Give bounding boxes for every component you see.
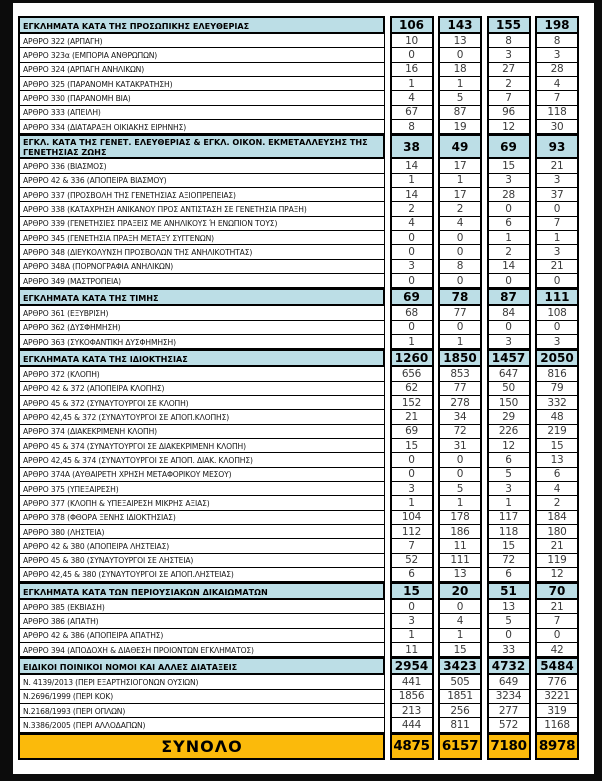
cell-value: 7: [390, 539, 434, 553]
cell-value: 2: [438, 202, 482, 216]
row-label: ΑΡΘΡΟ 338 (ΚΑΤΑΧΡΗΣΗ ΑΝΙΚΑΝΟΥ ΠΡΟΣ ΑΝΤΙΣΤΑΣΗ ΣΕ ΓΕΝΕΤΗΣΙΑ ΠΡΑΞΗ): [18, 202, 385, 216]
cell-value: 184: [535, 511, 579, 525]
row-label: ΑΡΘΡΟ 45 & 372 (ΣΥΝΑΥΤΟΥΡΓΟΙ ΣΕ ΚΛΟΠΗ): [18, 396, 385, 410]
table-item-row: [18, 106, 579, 120]
cell-value: 77: [438, 382, 482, 396]
cell-value: 4875: [390, 733, 434, 760]
table-item-row: [18, 77, 579, 91]
cell-value: 51: [487, 582, 531, 600]
cell-value: 6: [487, 217, 531, 231]
cell-value: 6: [390, 568, 434, 582]
cell-value: 15: [487, 539, 531, 553]
row-label: ΑΡΘΡΟ 42 & 380 (ΑΠΟΠΕΙΡΑ ΛΗΣΤΕΙΑΣ): [18, 539, 385, 553]
cell-value: 17: [438, 188, 482, 202]
cell-value: 69: [487, 134, 531, 159]
cell-value: 198: [535, 16, 579, 34]
row-label: ΑΡΘΡΟ 330 (ΠΑΡΑΝΟΜΗ ΒΙΑ): [18, 91, 385, 105]
cell-value: 1: [487, 496, 531, 510]
cell-value: 213: [390, 704, 434, 718]
cell-value: 3: [535, 245, 579, 259]
cell-value: 150: [487, 396, 531, 410]
cell-value: 0: [438, 321, 482, 335]
table-section-row: [18, 349, 579, 367]
cell-value: 649: [487, 675, 531, 689]
cell-value: 12: [487, 120, 531, 134]
row-label: ΑΡΘΡΟ 363 (ΣΥΚΟΦΑΝΤΙΚΗ ΔΥΣΦΗΜΗΣΗ): [18, 335, 385, 349]
table-item-row: [18, 554, 579, 568]
table-item-row: [18, 410, 579, 424]
cell-value: 72: [438, 425, 482, 439]
cell-value: 6: [487, 568, 531, 582]
row-label: ΑΡΘΡΟ 323α (ΕΜΠΟΡΙΑ ΑΝΘΡΩΠΩΝ): [18, 48, 385, 62]
table-item-row: [18, 629, 579, 643]
cell-value: 70: [535, 582, 579, 600]
cell-value: 226: [487, 425, 531, 439]
table-item-row: [18, 539, 579, 553]
cell-value: 1: [487, 231, 531, 245]
row-label: ΣΥΝΟΛΟ: [18, 733, 385, 760]
cell-value: 7: [535, 91, 579, 105]
cell-value: 28: [487, 188, 531, 202]
row-label: ΑΡΘΡΟ 322 (ΑΡΠΑΓΗ): [18, 34, 385, 48]
cell-value: 8: [390, 120, 434, 134]
cell-value: 69: [390, 425, 434, 439]
cell-value: 104: [390, 511, 434, 525]
cell-value: 3: [390, 482, 434, 496]
cell-value: 87: [487, 288, 531, 306]
cell-value: 1: [535, 231, 579, 245]
cell-value: 79: [535, 382, 579, 396]
cell-value: 69: [390, 288, 434, 306]
scan-frame-left: [0, 0, 13, 781]
table-item-row: [18, 321, 579, 335]
cell-value: 152: [390, 396, 434, 410]
table-item-row: [18, 91, 579, 105]
cell-value: 14: [390, 188, 434, 202]
table-total-row: [18, 733, 579, 760]
cell-value: 3221: [535, 690, 579, 704]
row-label: ΑΡΘΡΟ 339 (ΓΕΝΕΤΗΣΙΕΣ ΠΡΑΞΕΙΣ ΜΕ ΑΝΗΛΙΚΟΥΣ Ή ΕΝΩΠΙΟΝ ΤΟΥΣ): [18, 217, 385, 231]
table-item-row: [18, 217, 579, 231]
table-item-row: [18, 525, 579, 539]
cell-value: 256: [438, 704, 482, 718]
table-item-row: [18, 643, 579, 657]
cell-value: 0: [390, 321, 434, 335]
cell-value: 21: [535, 600, 579, 614]
cell-value: 444: [390, 718, 434, 732]
cell-value: 87: [438, 106, 482, 120]
row-label: ΑΡΘΡΟ 361 (ΕΞΥΒΡΙΣΗ): [18, 306, 385, 320]
row-label: ΑΡΘΡΟ 375 (ΥΠΕΞΑΙΡΕΣΗ): [18, 482, 385, 496]
cell-value: 77: [438, 306, 482, 320]
cell-value: 30: [535, 120, 579, 134]
row-label: ΑΡΘΡΟ 394 (ΑΠΟΔΟΧΗ & ΔΙΑΘΕΣΗ ΠΡΟΙΟΝΤΩΝ ΕΓΚΛΗΜΑΤΟΣ): [18, 643, 385, 657]
cell-value: 572: [487, 718, 531, 732]
cell-value: 42: [535, 643, 579, 657]
cell-value: 2: [487, 77, 531, 91]
cell-value: 15: [438, 643, 482, 657]
table-item-row: [18, 690, 579, 704]
cell-value: 319: [535, 704, 579, 718]
cell-value: 1168: [535, 718, 579, 732]
table-item-row: [18, 704, 579, 718]
cell-value: 441: [390, 675, 434, 689]
cell-value: 0: [390, 453, 434, 467]
cell-value: 67: [390, 106, 434, 120]
cell-value: 13: [438, 568, 482, 582]
cell-value: 21: [535, 539, 579, 553]
cell-value: 219: [535, 425, 579, 439]
cell-value: 84: [487, 306, 531, 320]
cell-value: 4: [535, 77, 579, 91]
cell-value: 13: [487, 600, 531, 614]
cell-value: 155: [487, 16, 531, 34]
cell-value: 186: [438, 525, 482, 539]
cell-value: 1850: [438, 349, 482, 367]
cell-value: 117: [487, 511, 531, 525]
row-label: ΑΡΘΡΟ 324 (ΑΡΠΑΓΗ ΑΝΗΛΙΚΩΝ): [18, 63, 385, 77]
cell-value: 20: [438, 582, 482, 600]
cell-value: 2954: [390, 657, 434, 675]
cell-value: 3: [390, 614, 434, 628]
cell-value: 31: [438, 439, 482, 453]
cell-value: 111: [535, 288, 579, 306]
cell-value: 119: [535, 554, 579, 568]
row-label: ΑΡΘΡΟ 42,45 & 374 (ΣΥΝΑΥΤΟΥΡΓΟΙ ΣΕ ΑΠΟΠ. ΔΙΑΚ. ΚΛΟΠΗΣ): [18, 453, 385, 467]
table-item-row: [18, 174, 579, 188]
cell-value: 2050: [535, 349, 579, 367]
row-label: ΑΡΘΡΟ 385 (ΕΚΒΙΑΣΗ): [18, 600, 385, 614]
cell-value: 4732: [487, 657, 531, 675]
cell-value: 0: [487, 321, 531, 335]
cell-value: 180: [535, 525, 579, 539]
row-label: ΕΓΚΛΗΜΑΤΑ ΚΑΤΑ ΤΗΣ ΠΡΟΣΩΠΙΚΗΣ ΕΛΕΥΘΕΡΙΑΣ: [18, 16, 385, 34]
row-label: ΑΡΘΡΟ 345 (ΓΕΝΕΤΗΣΙΑ ΠΡΑΞΗ ΜΕΤΑΞΥ ΣΥΓΓΕΝΩΝ): [18, 231, 385, 245]
row-label: ΕΓΚΛΗΜΑΤΑ ΚΑΤΑ ΤΗΣ ΤΙΜΗΣ: [18, 288, 385, 306]
table-item-row: [18, 511, 579, 525]
cell-value: 0: [487, 274, 531, 288]
table-item-row: [18, 453, 579, 467]
cell-value: 2: [390, 202, 434, 216]
row-label: ΑΡΘΡΟ 336 (ΒΙΑΣΜΟΣ): [18, 159, 385, 173]
row-label: ΑΡΘΡΟ 362 (ΔΥΣΦΗΜΗΣΗ): [18, 321, 385, 335]
row-label: ΑΡΘΡΟ 333 (ΑΠΕΙΛΗ): [18, 106, 385, 120]
cell-value: 8: [535, 34, 579, 48]
table-item-row: [18, 202, 579, 216]
table-item-row: [18, 188, 579, 202]
cell-value: 3: [487, 335, 531, 349]
cell-value: 33: [487, 643, 531, 657]
table-item-row: [18, 120, 579, 134]
cell-value: 14: [487, 260, 531, 274]
cell-value: 13: [535, 453, 579, 467]
cell-value: 93: [535, 134, 579, 159]
cell-value: 0: [390, 48, 434, 62]
cell-value: 17: [438, 159, 482, 173]
cell-value: 0: [390, 231, 434, 245]
cell-value: 3: [487, 482, 531, 496]
cell-value: 18: [438, 63, 482, 77]
cell-value: 0: [487, 629, 531, 643]
cell-value: 3: [390, 260, 434, 274]
row-label: Ν.3386/2005 (ΠΕΡΙ ΑΛΛΟΔΑΠΩΝ): [18, 718, 385, 732]
cell-value: 4: [438, 217, 482, 231]
cell-value: 505: [438, 675, 482, 689]
table-item-row: [18, 48, 579, 62]
table-item-row: [18, 468, 579, 482]
cell-value: 34: [438, 410, 482, 424]
table-item-row: [18, 63, 579, 77]
cell-value: 853: [438, 367, 482, 381]
cell-value: 106: [390, 16, 434, 34]
table-item-row: [18, 614, 579, 628]
table-item-row: [18, 260, 579, 274]
cell-value: 3: [535, 174, 579, 188]
table-section-row: [18, 288, 579, 306]
row-label: Ν.2696/1999 (ΠΕΡΙ ΚΟΚ): [18, 690, 385, 704]
cell-value: 278: [438, 396, 482, 410]
cell-value: 1457: [487, 349, 531, 367]
table-item-row: [18, 34, 579, 48]
cell-value: 118: [487, 525, 531, 539]
cell-value: 0: [535, 629, 579, 643]
cell-value: 19: [438, 120, 482, 134]
table-item-row: [18, 396, 579, 410]
cell-value: 108: [535, 306, 579, 320]
cell-value: 5484: [535, 657, 579, 675]
cell-value: 21: [535, 159, 579, 173]
cell-value: 0: [535, 321, 579, 335]
cell-value: 0: [438, 48, 482, 62]
cell-value: 8978: [535, 733, 579, 760]
row-label: ΑΡΘΡΟ 374Α (ΑΥΘΑΙΡΕΤΗ ΧΡΗΣΗ ΜΕΤΑΦΟΡΙΚΟΥ ΜΕΣΟΥ): [18, 468, 385, 482]
cell-value: 776: [535, 675, 579, 689]
cell-value: 0: [438, 600, 482, 614]
cell-value: 3423: [438, 657, 482, 675]
cell-value: 5: [487, 614, 531, 628]
table-item-row: [18, 335, 579, 349]
cell-value: 2: [487, 245, 531, 259]
cell-value: 96: [487, 106, 531, 120]
cell-value: 49: [438, 134, 482, 159]
table-item-row: [18, 718, 579, 732]
cell-value: 7: [487, 91, 531, 105]
cell-value: 1: [438, 77, 482, 91]
cell-value: 0: [535, 202, 579, 216]
table-item-row: [18, 159, 579, 173]
cell-value: 0: [390, 274, 434, 288]
cell-value: 3: [487, 48, 531, 62]
cell-value: 4: [390, 91, 434, 105]
cell-value: 1: [438, 174, 482, 188]
row-label: ΑΡΘΡΟ 45 & 380 (ΣΥΝΑΥΤΟΥΡΓΟΙ ΣΕ ΛΗΣΤΕΙΑ): [18, 554, 385, 568]
scan-frame-bottom: [0, 774, 602, 781]
row-label: ΑΡΘΡΟ 42,45 & 372 (ΣΥΝΑΥΤΟΥΡΓΟΙ ΣΕ ΑΠΟΠ.ΚΛΟΠΗΣ): [18, 410, 385, 424]
cell-value: 816: [535, 367, 579, 381]
row-label: Ν.2168/1993 (ΠΕΡΙ ΟΠΛΩΝ): [18, 704, 385, 718]
scan-frame-right: [594, 0, 602, 781]
cell-value: 1260: [390, 349, 434, 367]
table-item-row: [18, 367, 579, 381]
cell-value: 50: [487, 382, 531, 396]
cell-value: 29: [487, 410, 531, 424]
row-label: ΑΡΘΡΟ 348 (ΔΙΕΥΚΟΛΥΝΣΗ ΠΡΟΣΒΟΛΩΝ ΤΗΣ ΑΝΗΛΙΚΟΤΗΤΑΣ): [18, 245, 385, 259]
table-item-row: [18, 439, 579, 453]
cell-value: 8: [487, 34, 531, 48]
cell-value: 3: [535, 335, 579, 349]
cell-value: 4: [390, 217, 434, 231]
cell-value: 3234: [487, 690, 531, 704]
table-item-row: [18, 496, 579, 510]
cell-value: 72: [487, 554, 531, 568]
cell-value: 5: [487, 468, 531, 482]
scan-frame-top: [0, 0, 602, 3]
table-item-row: [18, 231, 579, 245]
cell-value: 647: [487, 367, 531, 381]
cell-value: 118: [535, 106, 579, 120]
table-item-row: [18, 675, 579, 689]
row-label: ΑΡΘΡΟ 372 (ΚΛΟΠΗ): [18, 367, 385, 381]
cell-value: 15: [390, 439, 434, 453]
row-label: Ν. 4139/2013 (ΠΕΡΙ ΕΞΑΡΤΗΣΙΟΓΟΝΩΝ ΟΥΣΙΩΝ): [18, 675, 385, 689]
row-label: ΑΡΘΡΟ 378 (ΦΘΟΡΑ ΞΕΝΗΣ ΙΔΙΟΚΤΗΣΙΑΣ): [18, 511, 385, 525]
table-item-row: [18, 274, 579, 288]
cell-value: 1: [390, 496, 434, 510]
cell-value: 5: [438, 91, 482, 105]
cell-value: 0: [390, 245, 434, 259]
row-label: ΑΡΘΡΟ 386 (ΑΠΑΤΗ): [18, 614, 385, 628]
cell-value: 143: [438, 16, 482, 34]
cell-value: 0: [390, 468, 434, 482]
cell-value: 811: [438, 718, 482, 732]
table-item-row: [18, 306, 579, 320]
cell-value: 21: [535, 260, 579, 274]
cell-value: 332: [535, 396, 579, 410]
cell-value: 27: [487, 63, 531, 77]
cell-value: 52: [390, 554, 434, 568]
row-label: ΕΓΚΛΗΜΑΤΑ ΚΑΤΑ ΤΩΝ ΠΕΡΙΟΥΣΙΑΚΩΝ ΔΙΚΑΙΩΜΑΤΩΝ: [18, 582, 385, 600]
cell-value: 15: [535, 439, 579, 453]
cell-value: 48: [535, 410, 579, 424]
table-section-row: [18, 657, 579, 675]
row-label: ΑΡΘΡΟ 325 (ΠΑΡΑΝΟΜΗ ΚΑΤΑΚΡΑΤΗΣΗ): [18, 77, 385, 91]
cell-value: 5: [438, 482, 482, 496]
cell-value: 16: [390, 63, 434, 77]
table-section-row: [18, 134, 579, 159]
cell-value: 28: [535, 63, 579, 77]
cell-value: 10: [390, 34, 434, 48]
cell-value: 4: [438, 614, 482, 628]
row-label: ΕΓΚΛΗΜΑΤΑ ΚΑΤΑ ΤΗΣ ΙΔΙΟΚΤΗΣΙΑΣ: [18, 349, 385, 367]
cell-value: 38: [390, 134, 434, 159]
row-label: ΑΡΘΡΟ 377 (ΚΛΟΠΗ & ΥΠΕΞΑΙΡΕΣΗ ΜΙΚΡΗΣ ΑΞΙΑΣ): [18, 496, 385, 510]
cell-value: 1: [390, 335, 434, 349]
table-section-row: [18, 582, 579, 600]
cell-value: 68: [390, 306, 434, 320]
cell-value: 7: [535, 217, 579, 231]
row-label: ΑΡΘΡΟ 334 (ΔΙΑΤΑΡΑΞΗ ΟΙΚΙΑΚΗΣ ΕΙΡΗΝΗΣ): [18, 120, 385, 134]
cell-value: 78: [438, 288, 482, 306]
table-section-row: [18, 16, 579, 34]
cell-value: 21: [390, 410, 434, 424]
cell-value: 1851: [438, 690, 482, 704]
cell-value: 15: [390, 582, 434, 600]
cell-value: 656: [390, 367, 434, 381]
cell-value: 1856: [390, 690, 434, 704]
row-label: ΑΡΘΡΟ 349 (ΜΑΣΤΡΟΠΕΙΑ): [18, 274, 385, 288]
row-label: ΑΡΘΡΟ 348Α (ΠΟΡΝΟΓΡΑΦΙΑ ΑΝΗΛΙΚΩΝ): [18, 260, 385, 274]
cell-value: 1: [390, 629, 434, 643]
cell-value: 13: [438, 34, 482, 48]
row-label: ΕΓΚΛ. ΚΑΤΑ ΤΗΣ ΓΕΝΕΤ. ΕΛΕΥΘΕΡΙΑΣ & ΕΓΚΛ. ΟΙΚΟΝ. ΕΚΜΕΤΑΛΛΕΥΣΗΣ ΤΗΣ ΓΕΝΕΤΗΣΙΑΣ ΖΩΗΣ: [18, 134, 385, 159]
cell-value: 0: [535, 274, 579, 288]
crime-statistics-table: [18, 16, 579, 760]
cell-value: 0: [487, 202, 531, 216]
table-item-row: [18, 568, 579, 582]
cell-value: 2: [535, 496, 579, 510]
table-item-row: [18, 600, 579, 614]
row-label: ΑΡΘΡΟ 42 & 372 (ΑΠΟΠΕΙΡΑ ΚΛΟΠΗΣ): [18, 382, 385, 396]
cell-value: 0: [390, 600, 434, 614]
cell-value: 3: [535, 48, 579, 62]
cell-value: 277: [487, 704, 531, 718]
row-label: ΑΡΘΡΟ 337 (ΠΡΟΣΒΟΛΗ ΤΗΣ ΓΕΝΕΤΗΣΙΑΣ ΑΞΙΟΠΡΕΠΕΙΑΣ): [18, 188, 385, 202]
cell-value: 4: [535, 482, 579, 496]
table-item-row: [18, 482, 579, 496]
cell-value: 8: [438, 260, 482, 274]
row-label: ΑΡΘΡΟ 42 & 386 (ΑΠΟΠΕΙΡΑ ΑΠΑΤΗΣ): [18, 629, 385, 643]
cell-value: 15: [487, 159, 531, 173]
cell-value: 0: [438, 453, 482, 467]
cell-value: 7180: [487, 733, 531, 760]
cell-value: 3: [487, 174, 531, 188]
row-label: ΑΡΘΡΟ 42,45 & 380 (ΣΥΝΑΥΤΟΥΡΓΟΙ ΣΕ ΑΠΟΠ.ΛΗΣΤΕΙΑΣ): [18, 568, 385, 582]
table-item-row: [18, 245, 579, 259]
row-label: ΑΡΘΡΟ 42 & 336 (ΑΠΟΠΕΙΡΑ ΒΙΑΣΜΟΥ): [18, 174, 385, 188]
cell-value: 111: [438, 554, 482, 568]
cell-value: 112: [390, 525, 434, 539]
cell-value: 11: [438, 539, 482, 553]
cell-value: 1: [438, 629, 482, 643]
cell-value: 12: [535, 568, 579, 582]
cell-value: 0: [438, 468, 482, 482]
cell-value: 12: [487, 439, 531, 453]
cell-value: 0: [438, 231, 482, 245]
cell-value: 62: [390, 382, 434, 396]
row-label: ΑΡΘΡΟ 380 (ΛΗΣΤΕΙΑ): [18, 525, 385, 539]
row-label: ΑΡΘΡΟ 45 & 374 (ΣΥΝΑΥΤΟΥΡΓΟΙ ΣΕ ΔΙΑΚΕΚΡΙΜΕΝΗ ΚΛΟΠΗ): [18, 439, 385, 453]
cell-value: 6: [487, 453, 531, 467]
cell-value: 6: [535, 468, 579, 482]
cell-value: 1: [438, 496, 482, 510]
cell-value: 14: [390, 159, 434, 173]
cell-value: 0: [438, 274, 482, 288]
row-label: ΑΡΘΡΟ 374 (ΔΙΑΚΕΚΡΙΜΕΝΗ ΚΛΟΠΗ): [18, 425, 385, 439]
cell-value: 7: [535, 614, 579, 628]
cell-value: 6157: [438, 733, 482, 760]
row-label: ΕΙΔΙΚΟΙ ΠΟΙΝΙΚΟΙ ΝΟΜΟΙ ΚΑΙ ΑΛΛΕΣ ΔΙΑΤΑΞΕΙΣ: [18, 657, 385, 675]
cell-value: 1: [438, 335, 482, 349]
cell-value: 37: [535, 188, 579, 202]
cell-value: 0: [438, 245, 482, 259]
cell-value: 1: [390, 77, 434, 91]
cell-value: 178: [438, 511, 482, 525]
table-item-row: [18, 425, 579, 439]
table-item-row: [18, 382, 579, 396]
cell-value: 1: [390, 174, 434, 188]
cell-value: 11: [390, 643, 434, 657]
